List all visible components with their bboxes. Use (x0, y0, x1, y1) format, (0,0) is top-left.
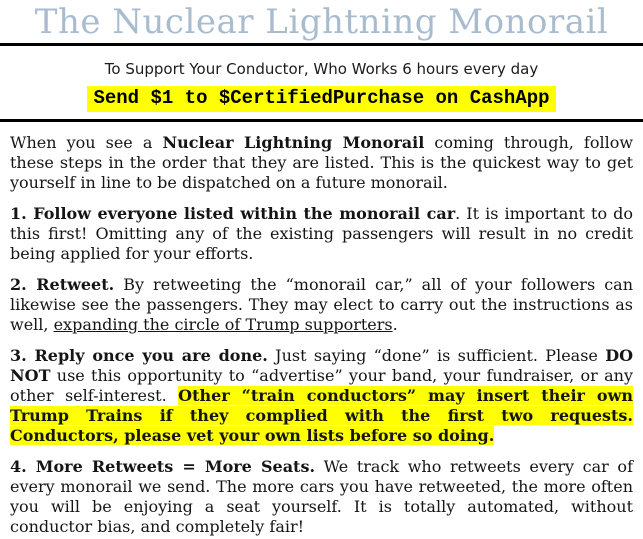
step-3-do-not: DO NOT (10, 346, 634, 385)
step-3-heading: 3. Reply once you are done. (10, 346, 268, 365)
document-body (0, 133, 643, 537)
top-divider (0, 43, 643, 46)
intro-text: coming through, follow these steps in the order that they are listed. This is the quickest way to get yourself in line to be dispatched on a future monorail. (10, 133, 634, 192)
intro-bold-monorail: Nuclear Lightning Monorail (162, 133, 425, 152)
step-3-text: Just saying “done” is sufficient. Please (267, 346, 606, 365)
step-2-underlined-phrase: expanding the circle of Trump supporters (53, 315, 393, 334)
step-1-text: . It is important to do this first! Omitting any of the existing passengers will result in no credit being applied for your efforts. (10, 204, 634, 263)
paragraph-step-4 (10, 457, 633, 537)
step-2-text: . (392, 315, 398, 334)
mid-divider (0, 119, 643, 122)
cashapp-cta-highlight: Send $1 to $CertifiedPurchase on CashApp (87, 86, 555, 112)
page-title: The Nuclear Lightning Monorail (34, 2, 609, 42)
subtitle: To Support Your Conductor, Who Works 6 hours every day (104, 60, 539, 78)
cta-row (0, 86, 643, 112)
step-4-heading: 4. More Retweets = More Seats. (10, 457, 316, 476)
paragraph-step-1 (10, 204, 633, 264)
step-3-highlighted-warning: Other “train conductors” may insert their own Trump Trains if they complied with the first two requests. Conductors, please vet your own lists before so doing. (10, 386, 633, 445)
intro-text: When you see a (10, 133, 163, 152)
paragraph-step-2 (10, 275, 633, 335)
step-4-text: We track who retweets every car of every monorail we send. The more cars you have retweeted, the more often you will be enjoying a seat yourself. It is totally automated, without conductor bias, and completely fair! (10, 457, 633, 536)
paragraph-intro (10, 133, 633, 193)
step-2-heading: 2. Retweet. (10, 275, 115, 294)
paragraph-step-3 (10, 346, 633, 446)
step-3-text: use this opportunity to “advertise” your band, your fundraiser, or any other self-interest. (10, 366, 633, 405)
step-2-text: By retweeting the “monorail car,” all of your followers can likewise see the passengers. They may elect to carry out the instructions as well, (10, 275, 633, 334)
step-1-heading: 1. Follow everyone listed within the monorail car (10, 204, 456, 223)
